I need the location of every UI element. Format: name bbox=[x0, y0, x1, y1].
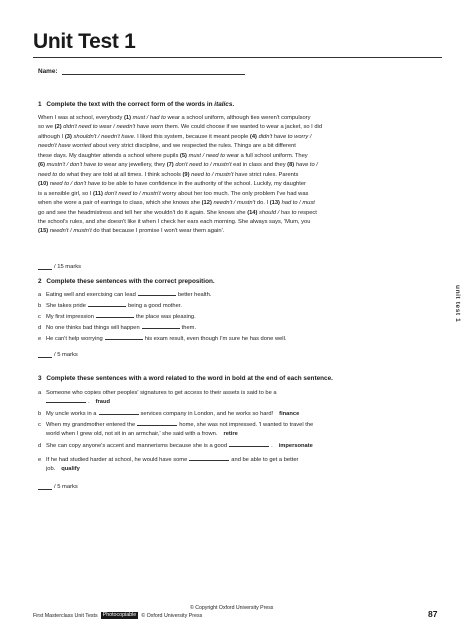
answer-blank[interactable] bbox=[96, 313, 134, 318]
question-3-score bbox=[38, 484, 78, 490]
item-letter: e bbox=[38, 336, 42, 342]
answer-blank[interactable] bbox=[138, 291, 176, 296]
gap-number: (14) bbox=[247, 209, 258, 216]
question-3-item-a bbox=[38, 389, 438, 407]
item-text-before: When my grandmother entered the bbox=[46, 422, 136, 428]
side-tab bbox=[452, 285, 462, 345]
item-letter: e bbox=[38, 457, 42, 463]
answer-option[interactable]: must / had to bbox=[132, 115, 166, 121]
answer-blank[interactable] bbox=[88, 302, 126, 307]
answer-option[interactable]: didn't need to wear / needn't have worn bbox=[63, 124, 164, 131]
gap-number: (6) bbox=[38, 162, 46, 169]
item-text-after: better health. bbox=[177, 292, 212, 298]
text-line bbox=[38, 209, 438, 218]
answer-option[interactable]: had to / must bbox=[281, 200, 315, 207]
item-text: Someone who copies other peoples' signatures to get access to their assets is said to be a bbox=[46, 390, 277, 396]
item-letter: b bbox=[38, 303, 42, 309]
answer-blank[interactable] bbox=[105, 335, 143, 340]
answer-option[interactable]: need to / don't have to bbox=[49, 181, 107, 188]
item-text-continued: world when I grew old, not sit in an armchair,' she said with a frown. bbox=[46, 431, 218, 437]
score-total: / 5 marks bbox=[54, 484, 78, 490]
text-run: wear a full school uniform. They bbox=[225, 152, 308, 159]
answer-option[interactable]: shouldn't / needn't have bbox=[73, 133, 134, 140]
item-letter: d bbox=[38, 443, 42, 449]
answer-option[interactable]: needn't have worried bbox=[38, 143, 92, 150]
text-run: be able to have confidence in the authority of the school. Luckily, my daughter bbox=[106, 181, 306, 188]
text-line bbox=[38, 133, 438, 142]
text-run: about very strict discipline, and we respected the rules. Things are a bit different bbox=[91, 143, 296, 150]
question-1-heading bbox=[38, 101, 234, 109]
gap-number: (3) bbox=[64, 133, 72, 140]
item-text-after: them. bbox=[181, 325, 197, 331]
answer-option[interactable]: didn't have to worry / bbox=[258, 133, 312, 140]
text-line bbox=[38, 142, 438, 151]
text-run: do what they are told at all times. I think schools bbox=[57, 171, 183, 178]
text-run: wear any jewellery, they bbox=[102, 162, 167, 169]
text-line bbox=[38, 180, 438, 189]
text-line bbox=[38, 227, 438, 236]
question-3-item-b bbox=[38, 410, 438, 419]
question-2-item-c bbox=[38, 313, 438, 322]
text-line bbox=[38, 161, 438, 170]
item-letter: c bbox=[38, 422, 41, 428]
answer-option[interactable]: must / need to bbox=[188, 152, 225, 159]
item-text-after: the place was pleasing. bbox=[135, 314, 196, 320]
name-label: Name: bbox=[38, 68, 58, 75]
question-number: 1 bbox=[38, 101, 42, 108]
answer-option[interactable]: have to / bbox=[295, 162, 318, 169]
question-2-item-b bbox=[38, 302, 438, 311]
question-1-text bbox=[38, 114, 438, 237]
page-number: 87 bbox=[428, 609, 438, 619]
gap-number: (4) bbox=[249, 133, 257, 140]
text-run: have strict rules. Parents bbox=[233, 171, 299, 178]
question-instruction-end: . bbox=[232, 101, 235, 108]
page-title: Unit Test 1 bbox=[33, 30, 136, 53]
item-text-before: Eating well and exercising can lead bbox=[46, 292, 136, 298]
question-2-item-a bbox=[38, 291, 438, 300]
item-text-after: home, she was not impressed. 'I wanted to travel the bbox=[179, 422, 314, 428]
text-run: is a sensible girl, so I bbox=[38, 190, 93, 197]
keyword: qualify bbox=[61, 466, 80, 472]
keyword: impersonate bbox=[278, 443, 313, 449]
answer-option[interactable]: needn't / mustn't bbox=[49, 228, 92, 235]
item-text-after: and be able to get a better bbox=[231, 457, 299, 463]
question-instruction-emphasis: italics bbox=[214, 101, 233, 108]
question-2-heading bbox=[38, 278, 215, 286]
item-text-after: . bbox=[271, 443, 273, 449]
answer-option[interactable]: should / has to bbox=[259, 209, 297, 216]
name-row bbox=[38, 68, 245, 75]
text-line bbox=[38, 114, 438, 123]
text-run: do. I bbox=[255, 200, 270, 207]
item-letter: b bbox=[38, 411, 42, 417]
item-text-before: If he had studied harder at school, he would have some bbox=[46, 457, 188, 463]
question-3-item-c bbox=[38, 421, 438, 439]
score-blank[interactable] bbox=[38, 485, 52, 490]
answer-option[interactable]: need to bbox=[38, 171, 58, 178]
item-text-after: his exam result, even though I'm sure he has done well. bbox=[144, 336, 287, 342]
question-2-score bbox=[38, 352, 78, 358]
question-instruction: Complete these sentences with a word related to the word in bold at the end of each sentence. bbox=[46, 375, 333, 382]
answer-blank[interactable] bbox=[229, 442, 269, 447]
answer-blank[interactable] bbox=[99, 410, 139, 415]
text-run: . I liked this system, because it meant people bbox=[133, 133, 250, 140]
text-run: them. We could choose if we wanted to wear a jacket, so I did bbox=[163, 124, 323, 131]
question-instruction: Complete these sentences with the correct preposition. bbox=[46, 278, 215, 285]
text-line bbox=[38, 190, 438, 199]
keyword: retire bbox=[223, 431, 238, 437]
item-text-after: services company in London, and he works so hard! bbox=[140, 411, 274, 417]
gap-number: (8) bbox=[287, 162, 295, 169]
gap-number: (11) bbox=[92, 190, 103, 197]
item-text-after: . bbox=[88, 399, 90, 405]
answer-option[interactable]: mustn't / don't have to bbox=[46, 162, 103, 169]
item-text-before: She takes pride bbox=[46, 303, 86, 309]
answer-blank[interactable] bbox=[137, 421, 177, 426]
text-line bbox=[38, 152, 438, 161]
gap-number: (13) bbox=[269, 200, 280, 207]
answer-blank[interactable] bbox=[46, 398, 86, 403]
item-letter: c bbox=[38, 314, 41, 320]
item-text-after: being a good mother. bbox=[127, 303, 182, 309]
gap-number: (12) bbox=[201, 200, 212, 207]
question-3-item-d bbox=[38, 442, 438, 451]
text-run: go and see the headmistress and tell her she wouldn't do it again. She knows she bbox=[38, 209, 248, 216]
side-tab-label: unit test 1 bbox=[454, 285, 461, 323]
answer-blank[interactable] bbox=[189, 456, 229, 461]
answer-option[interactable]: don't need to / mustn't bbox=[175, 162, 232, 169]
gap-number: (10) bbox=[38, 181, 49, 188]
name-field[interactable] bbox=[62, 68, 245, 75]
text-run: When I was at school, everybody bbox=[38, 115, 124, 121]
answer-option[interactable]: needn't / mustn't bbox=[213, 200, 256, 207]
question-number: 3 bbox=[38, 375, 42, 382]
item-text-before: She can copy anyone's accent and mannerisms because she is a good bbox=[46, 443, 228, 449]
gap-number: (2) bbox=[54, 124, 62, 131]
text-line bbox=[38, 171, 438, 180]
keyword: fraud bbox=[95, 399, 110, 405]
score-total: / 15 marks bbox=[54, 264, 82, 270]
question-1-score bbox=[38, 264, 81, 270]
answer-option[interactable]: don't need to / mustn't bbox=[104, 190, 161, 197]
footer-series: First Masterclass Unit Tests bbox=[33, 612, 98, 619]
text-run: the school's rules, and she doesn't like it when I check her ears each morning. She always says, 'Mum, you bbox=[38, 218, 311, 225]
question-2-item-e bbox=[38, 335, 438, 344]
answer-option[interactable]: need to / mustn't bbox=[191, 171, 234, 178]
item-letter: a bbox=[38, 292, 42, 298]
text-run: these days. My daughter attends a school where pupils bbox=[38, 152, 180, 159]
answer-blank[interactable] bbox=[142, 324, 180, 329]
item-text-before: My first impression bbox=[46, 314, 94, 320]
text-line bbox=[38, 218, 438, 227]
item-text-before: No one thinks bad things will happen bbox=[46, 325, 140, 331]
item-letter: d bbox=[38, 325, 42, 331]
score-total: / 5 marks bbox=[54, 352, 78, 358]
gap-number: (5) bbox=[179, 152, 187, 159]
item-text-before: He can't help worrying bbox=[46, 336, 103, 342]
text-run: do that because I promise I won't wear them again'. bbox=[91, 228, 225, 235]
score-blank[interactable] bbox=[38, 265, 52, 270]
footer-publisher: © Oxford University Press bbox=[141, 612, 203, 619]
gap-number: (9) bbox=[182, 171, 190, 178]
text-run: although I bbox=[38, 133, 65, 140]
question-number: 2 bbox=[38, 278, 42, 285]
text-run: wear a school uniform, although ties weren't compulsory bbox=[165, 115, 311, 121]
text-run: eat in class and they bbox=[231, 162, 288, 169]
text-run: so we bbox=[38, 124, 55, 131]
item-letter: a bbox=[38, 390, 42, 396]
text-line bbox=[38, 123, 438, 132]
score-blank[interactable] bbox=[38, 353, 52, 358]
gap-number: (1) bbox=[123, 115, 132, 121]
gap-number: (7) bbox=[166, 162, 174, 169]
item-text-before: My uncle works in a bbox=[46, 411, 97, 417]
text-line bbox=[38, 199, 438, 208]
question-3-heading bbox=[38, 375, 333, 383]
photocopiable-badge: Photocopiable bbox=[102, 612, 137, 618]
text-run: respect bbox=[296, 209, 317, 216]
title-divider bbox=[33, 57, 442, 58]
question-instruction: Complete the text with the correct form of the words in bbox=[46, 101, 215, 108]
text-run: worry about her too much. The only problem I've had was bbox=[160, 190, 309, 197]
question-3-item-e bbox=[38, 456, 438, 474]
keyword: finance bbox=[279, 411, 300, 417]
gap-number: (15) bbox=[38, 228, 49, 235]
footer-copyright: © Copyright Oxford University Press bbox=[190, 605, 274, 611]
footer-credits bbox=[33, 612, 202, 619]
question-2-item-d bbox=[38, 324, 438, 333]
item-text-continued: job. bbox=[46, 466, 56, 472]
text-run: when she wore a pair of earrings to class, which she knows she bbox=[38, 200, 202, 207]
